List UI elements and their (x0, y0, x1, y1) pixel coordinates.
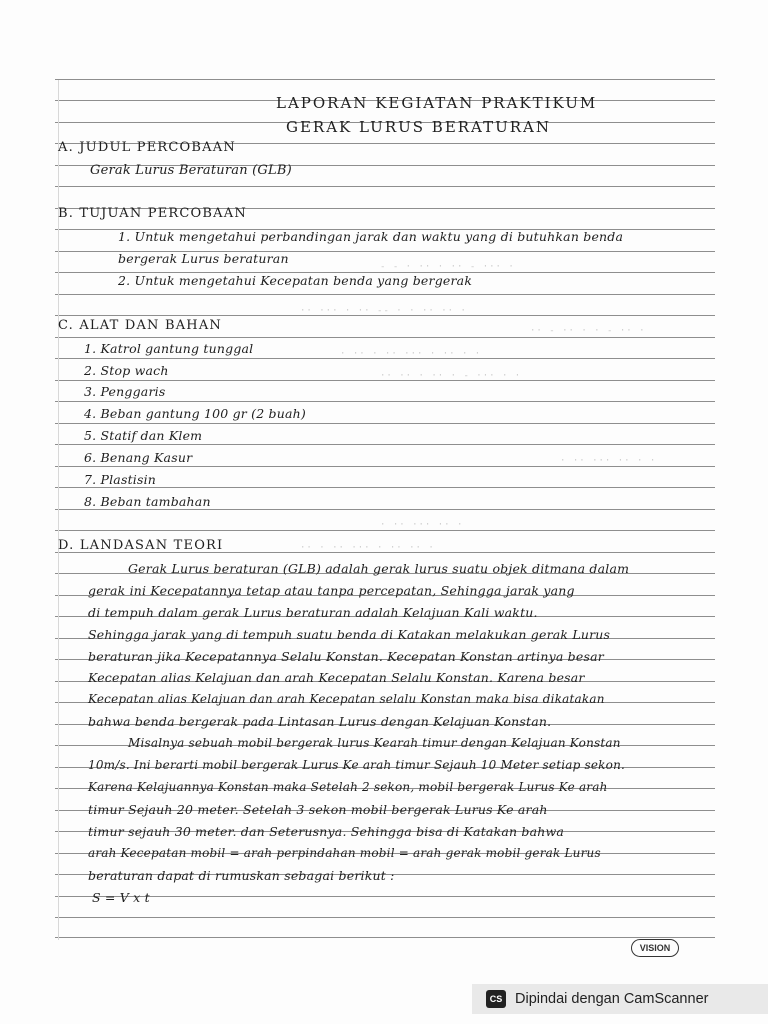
theory-line: bahwa benda bergerak pada Lintasan Lurus dengan Kelajuan Konstan. (88, 714, 552, 729)
theory-line: di tempuh dalam gerak Lurus beraturan adalah Kelajuan Kali waktu. (88, 605, 538, 620)
theory-line: Sehingga jarak yang di tempuh suatu benda di Katakan melakukan gerak Lurus (88, 627, 611, 642)
equipment-item: 3. Penggaris (84, 384, 166, 399)
section-a-heading: A. JUDUL PERCOBAAN (58, 140, 236, 155)
notebook-page: - - · ·· · ·· - ··· · ·· ··· · ·· -- · · ·· ·· · ·· - ·· · · - ·· · · ·· · ·· ··· · ·· · · ·· ·· · ·· · - ··· · · · ·· ··· ·· · · · ·· ··· ·· · ·· · ·· ··· · ·· ·· · LAPORAN KEGIATAN PRAKTIKUM GERAK LURUS BERATURAN A. JUDUL PERCOBAAN Gerak Lurus Beraturan (GLB) B. TUJUAN PERCOBAAN 1. Untuk mengetahui perbandingan jarak dan waktu yang di butuhkan benda bergerak Lurus beraturan 2. Untuk mengetahui Kecepatan benda yang bergerak C. ALAT DAN BAHAN 1. Katrol gantung tunggal 2. Stop wach 3. Penggaris 4. Beban gantung 100 gr (2 buah) 5. Statif dan Klem 6. Benang Kasur 7. Plastisin 8. Beban tambahan D. LANDASAN TEORI Gerak Lurus beraturan (GLB) adalah gerak lurus suatu objek ditmana dalam gerak ini Kecepatannya tetap atau tanpa percepatan, Sehingga jarak yang di tempuh dalam gerak Lurus beraturan adalah Kelajuan Kali waktu. Sehingga jarak yang di tempuh suatu benda di Katakan melakukan gerak Lurus beraturan jika Kecepatannya Selalu Konstan. Kecepatan Konstan artinya besar Kecepatan alias Kelajuan dan arah Kecepatan Selalu Konstan. Karena besar Kecepatan alias Kelajuan dan arah Kecepatan selalu Konstan maka bisa dikatakan bahwa benda bergerak pada Lintasan Lurus dengan Kelajuan Konstan. Misalnya sebuah mobil bergerak lurus Kearah timur dengan Kelajuan Konstan 10m/s. Ini berarti mobil bergerak Lurus Ke arah timur Sejauh 10 Meter setiap sekon. Karena Kelajuannya Konstan maka Setelah 2 sekon, mobil bergerak Lurus Ke arah timur Sejauh 20 meter. Setelah 3 sekon mobil bergerak Lurus Ke arah timur sejauh 30 meter. dan Seterusnya. Sehingga bisa di Katakan bahwa arah Kecepatan mobil = arah perpindahan mobil = arah gerak mobil gerak Lurus beraturan dapat di rumuskan sebagai berikut : S = V x t VISION (0, 0, 768, 1024)
scanner-watermark (472, 984, 768, 1014)
theory-line: timur Sejauh 20 meter. Setelah 3 sekon mobil bergerak Lurus Ke arah (88, 802, 548, 817)
theory-line: Karena Kelajuannya Konstan maka Setelah 2 sekon, mobil bergerak Lurus Ke arah (88, 780, 608, 794)
equipment-item: 4. Beban gantung 100 gr (2 buah) (84, 406, 306, 421)
theory-line: arah Kecepatan mobil = arah perpindahan mobil = arah gerak mobil gerak Lurus (88, 846, 601, 860)
scanner-label: Dipindai dengan CamScanner (515, 991, 709, 1007)
section-a-content: Gerak Lurus Beraturan (GLB) (90, 163, 292, 178)
section-b-item-1-cont: bergerak Lurus beraturan (118, 251, 289, 266)
section-b-item-1: 1. Untuk mengetahui perbandingan jarak dan waktu yang di butuhkan benda (118, 229, 624, 244)
equipment-item: 7. Plastisin (84, 472, 157, 487)
theory-line: timur sejauh 30 meter. dan Seterusnya. Sehingga bisa di Katakan bahwa (88, 824, 565, 839)
report-title-line-2: GERAK LURUS BERATURAN (286, 118, 551, 136)
camscanner-logo-icon: CS (486, 990, 506, 1008)
section-d-heading: D. LANDASAN TEORI (58, 538, 224, 553)
equipment-item: 2. Stop wach (84, 363, 169, 378)
theory-line: beraturan jika Kecepatannya Selalu Konstan. Kecepatan Konstan artinya besar (88, 649, 604, 664)
theory-line: Kecepatan alias Kelajuan dan arah Kecepatan selalu Konstan maka bisa dikatakan (88, 692, 605, 706)
equipment-item: 1. Katrol gantung tunggal (84, 341, 254, 356)
section-b-item-2: 2. Untuk mengetahui Kecepatan benda yang bergerak (118, 273, 473, 288)
equipment-item: 5. Statif dan Klem (84, 428, 203, 443)
theory-line: 10m/s. Ini berarti mobil bergerak Lurus Ke arah timur Sejauh 10 Meter setiap sekon. (88, 758, 626, 772)
theory-line: Misalnya sebuah mobil bergerak lurus Kearah timur dengan Kelajuan Konstan (128, 736, 621, 750)
section-b-heading: B. TUJUAN PERCOBAAN (58, 206, 247, 221)
report-title-line-1: LAPORAN KEGIATAN PRAKTIKUM (276, 94, 598, 112)
paper-brand-logo: VISION (631, 939, 679, 957)
formula: S = V x t (92, 890, 150, 905)
theory-line: Kecepatan alias Kelajuan dan arah Kecepatan Selalu Konstan. Karena besar (88, 670, 585, 685)
section-c-heading: C. ALAT DAN BAHAN (58, 318, 223, 333)
equipment-item: 8. Beban tambahan (84, 494, 211, 509)
theory-line: Gerak Lurus beraturan (GLB) adalah gerak lurus suatu objek ditmana dalam (128, 561, 630, 576)
equipment-item: 6. Benang Kasur (84, 450, 193, 465)
theory-line: gerak ini Kecepatannya tetap atau tanpa percepatan, Sehingga jarak yang (88, 583, 575, 598)
theory-line: beraturan dapat di rumuskan sebagai berikut : (88, 868, 395, 883)
